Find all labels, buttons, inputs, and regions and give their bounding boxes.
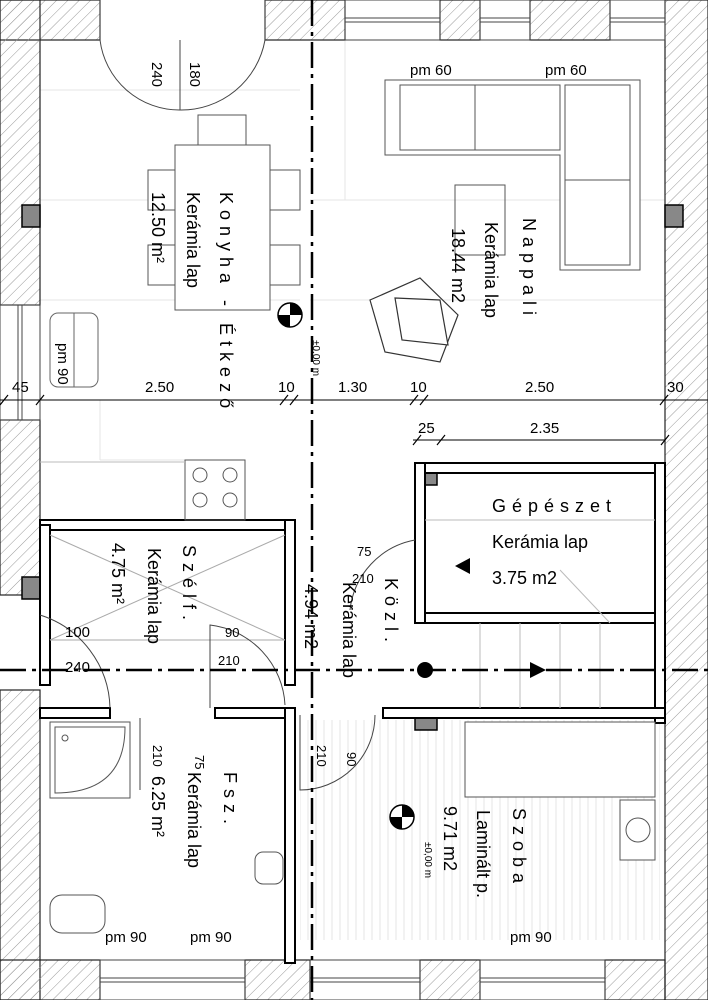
dim-25: 25: [418, 420, 435, 437]
room-gepeszet-name: Gépészet: [492, 496, 618, 516]
room-fsz-area: 6.25 m²: [148, 776, 168, 838]
mech-door-width: 75: [357, 544, 372, 559]
section-marker: [417, 662, 433, 678]
mech-door-height: 210: [352, 571, 374, 586]
stove: [185, 460, 245, 520]
room-szoba-area: 9.71 m2: [440, 806, 460, 872]
room-nappali-name: Nappali: [519, 218, 539, 322]
room-fsz-name: Fsz.: [220, 772, 240, 830]
room-konyha-floor: Kerámia lap: [183, 192, 203, 289]
room-konyha-name: Konyha - Étkező: [216, 192, 236, 415]
sofa: [385, 80, 640, 270]
bath-door-width: 75: [192, 755, 207, 770]
hall-door-width: 90: [225, 625, 240, 640]
dim-30: 30: [667, 379, 684, 396]
arrow-right-icon: [530, 662, 546, 678]
wardrobe-width: 100: [65, 624, 91, 641]
sill-bath-right: pm 90: [190, 929, 232, 946]
bath-door-height: 210: [150, 745, 165, 767]
dim-130: 1.30: [338, 379, 368, 396]
sill-living-right: pm 60: [545, 62, 587, 79]
elevation-label-2: ±0,00 m: [422, 842, 433, 879]
door-kitchen-width: 180: [186, 62, 203, 88]
dim-10-right: 10: [410, 379, 427, 396]
room-szelf-name: Szélf.: [179, 545, 199, 627]
dim-10-left: 10: [278, 379, 295, 396]
room-door-height: 210: [314, 745, 329, 767]
room-szoba-floor: Laminált p.: [473, 810, 493, 899]
dim-250-left: 2.50: [145, 379, 175, 396]
room-fsz-floor: Kerámia lap: [184, 772, 204, 869]
level-marker-1: [278, 303, 302, 327]
sill-living-left: pm 60: [410, 62, 452, 79]
sill-left-window: pm 90: [54, 343, 71, 385]
room-gepeszet-area: 3.75 m2: [492, 568, 558, 588]
room-konyha-area: 12.50 m²: [148, 192, 168, 264]
room-door-width: 90: [344, 752, 359, 767]
dim-45: 45: [12, 379, 29, 396]
door-kitchen-height: 240: [148, 62, 165, 88]
room-szoba-name: Szoba: [509, 808, 529, 890]
room-kozl-area: 4.94 m2: [301, 584, 321, 650]
room-szelf-area: 4.75 m²: [108, 543, 128, 605]
room-nappali-floor: Kerámia lap: [481, 222, 501, 319]
room-szelf-floor: Kerámia lap: [144, 548, 164, 645]
dim-235: 2.35: [530, 420, 560, 437]
level-marker-2: [390, 805, 414, 829]
dim-250-right: 2.50: [525, 379, 555, 396]
arrow-left-icon: [455, 558, 470, 574]
sill-room: pm 90: [510, 929, 552, 946]
room-kozl-name: Közl.: [381, 578, 401, 649]
entrance-door: [100, 0, 265, 110]
elevation-label-1: ±0,00 m: [310, 340, 321, 377]
armchair: [370, 278, 458, 362]
room-nappali-area: 18.44 m2: [448, 228, 468, 304]
wardrobe-height: 240: [65, 659, 91, 676]
sill-bath-left: pm 90: [105, 929, 147, 946]
hall-door-height: 210: [218, 653, 240, 668]
room-gepeszet-floor: Kerámia lap: [492, 532, 589, 552]
room-kozl-floor: Kerámia lap: [339, 582, 359, 679]
